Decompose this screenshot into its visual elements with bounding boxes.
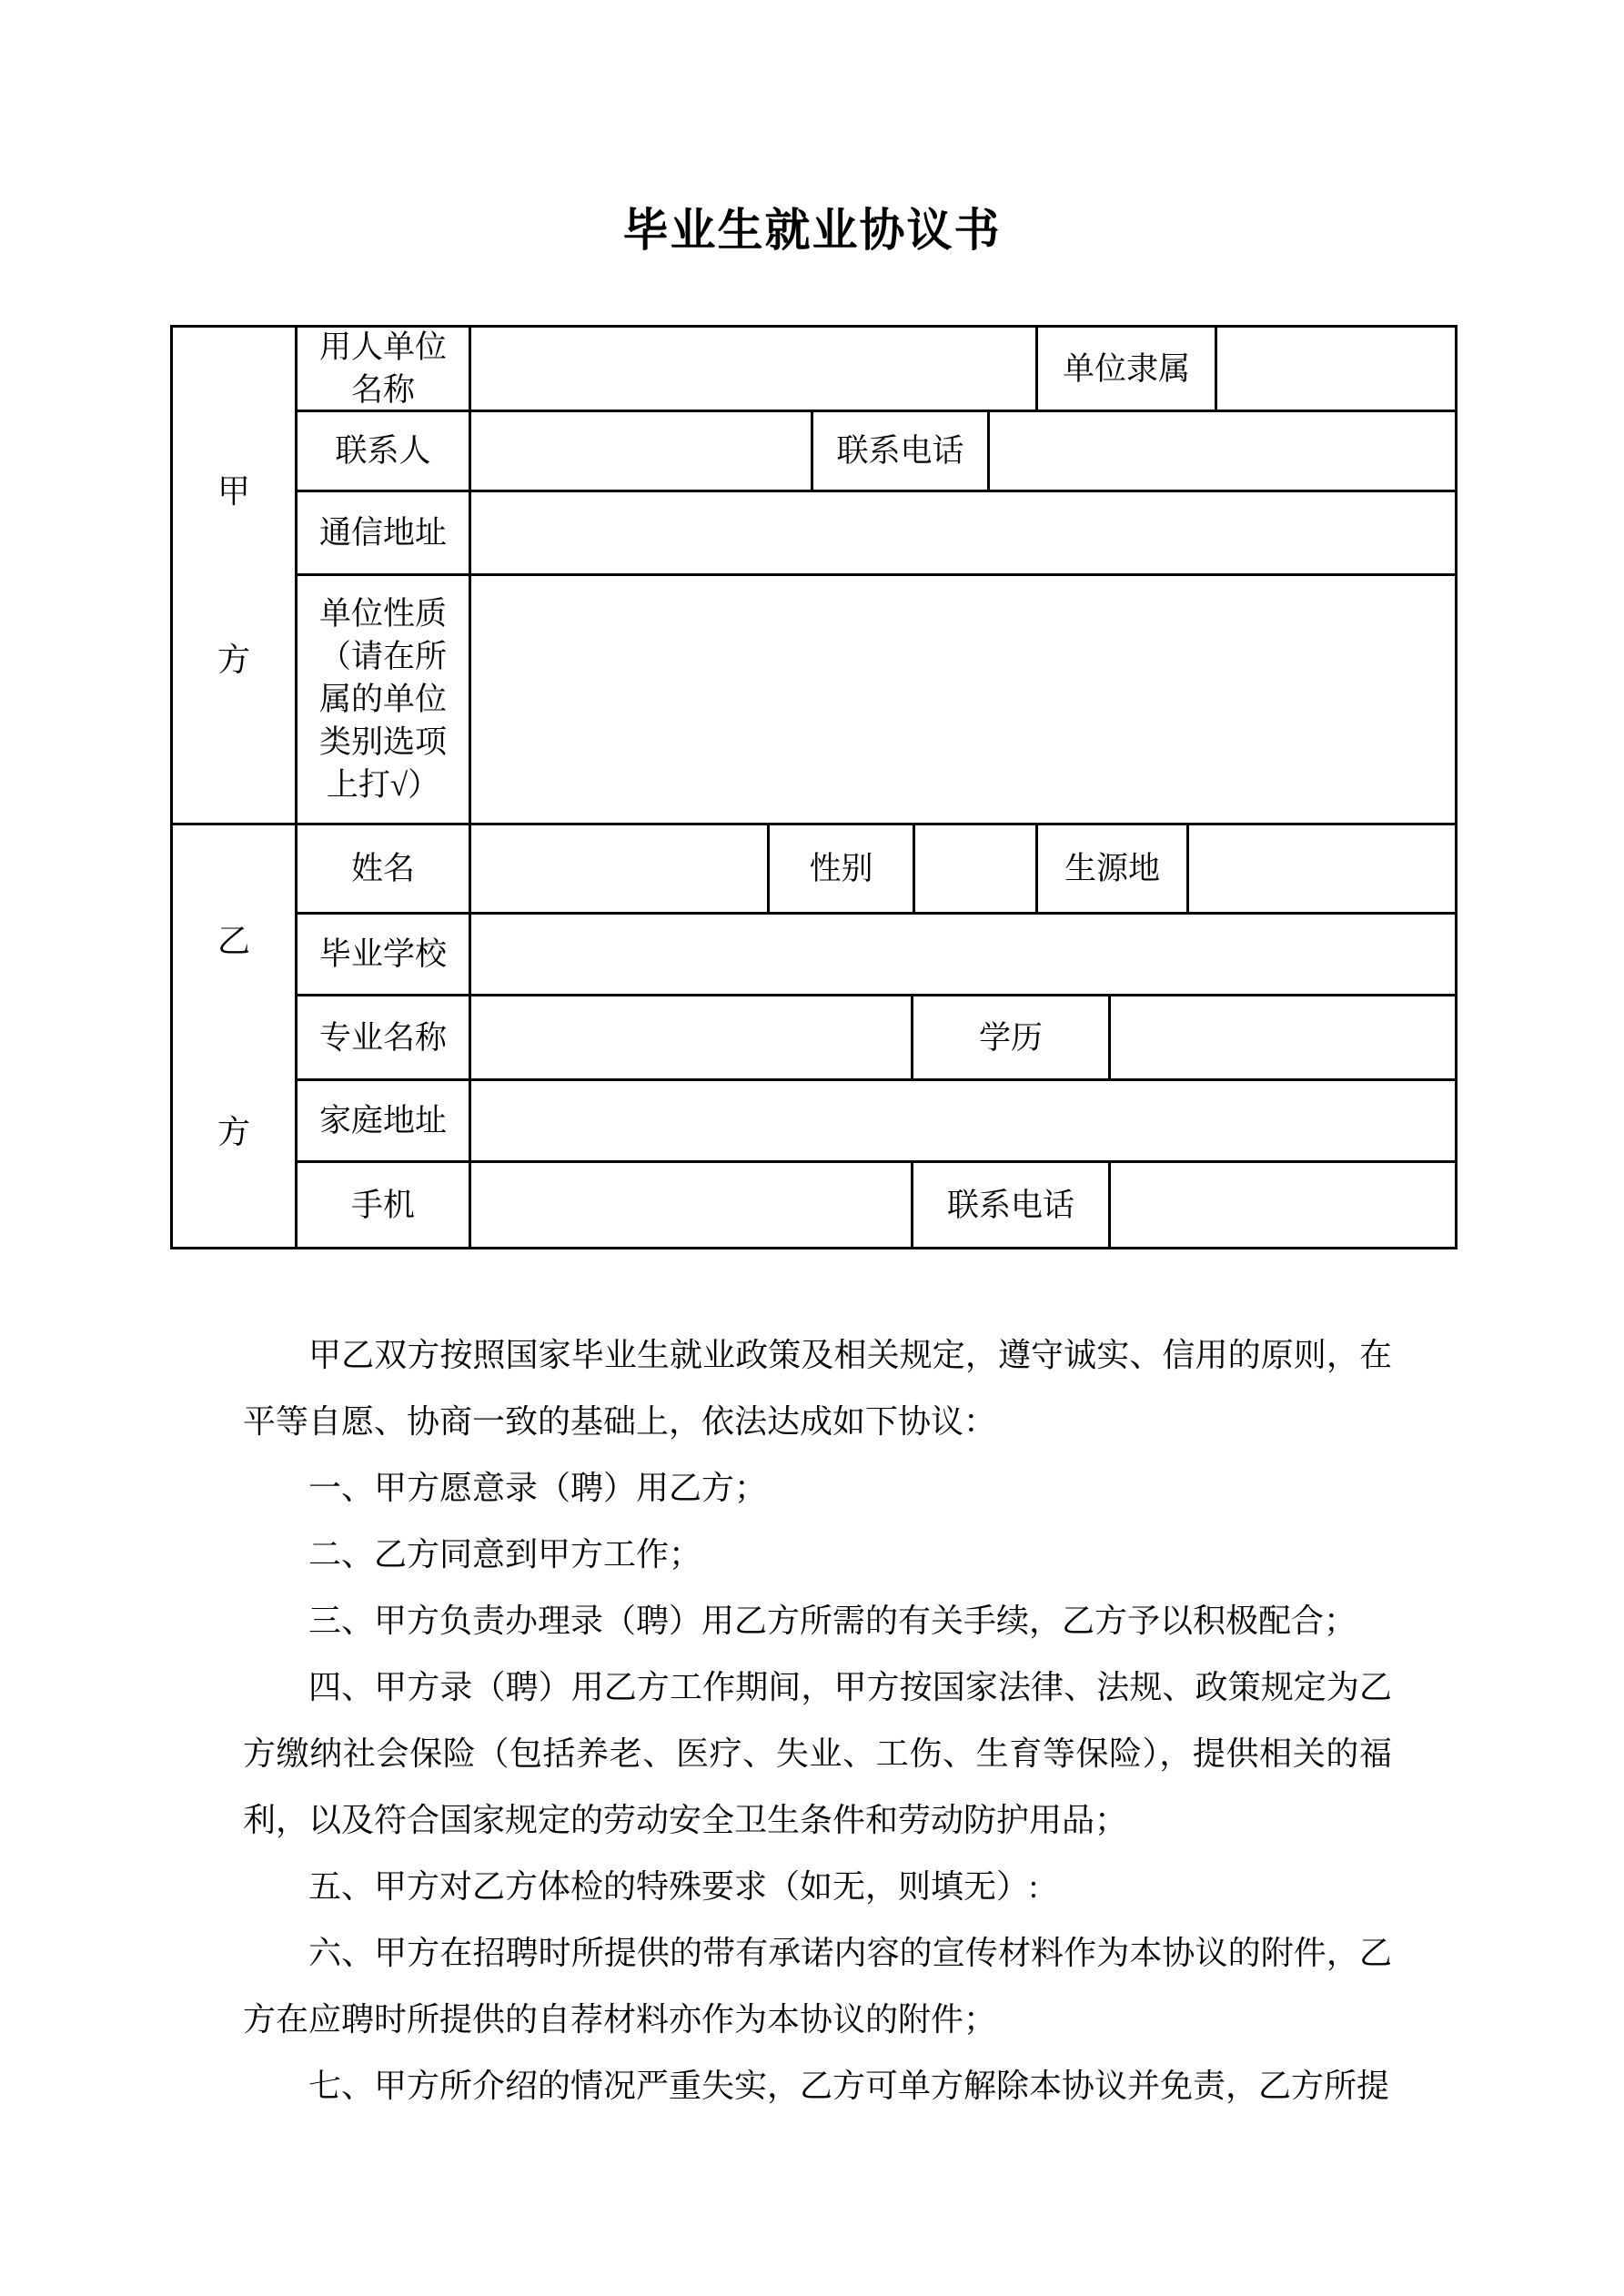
- gender-value-cell: [913, 825, 1035, 912]
- unit-type-value-cell: [469, 576, 1455, 823]
- table-row-unit-type: [298, 573, 1455, 823]
- agreement-body: [243, 1322, 1392, 2119]
- graduation-school-value-cell: [469, 915, 1455, 994]
- table-row-major-degree: [298, 994, 1455, 1078]
- party-a-side-label: [173, 328, 298, 823]
- party-b-phone-label: 联系电话: [911, 1163, 1108, 1247]
- clause-3: 三、甲方负责办理录（聘）用乙方所需的有关手续，乙方予以积极配合；: [308, 1603, 1357, 1639]
- unit-affiliation-label: 单位隶属: [1035, 328, 1215, 410]
- party-a-section: [173, 328, 1455, 823]
- table-row-contact-person: [298, 410, 1455, 490]
- party-b-rows: [298, 825, 1455, 1247]
- party-a-rows: [298, 328, 1455, 823]
- party-b-char-1: 乙: [217, 922, 250, 959]
- party-b-char-2: 方: [217, 1113, 250, 1150]
- clause-4: 四、甲方录（聘）用乙方工作期间，甲方按国家法律、法规、政策规定为乙方缴纳社会保险（包括养老、医疗、失业、工伤、生育等保险），提供相关的福利，以及符合国家规定的劳动安全卫生条件和劳动防护用品；: [243, 1669, 1392, 1838]
- mailing-address-value-cell: [469, 492, 1455, 573]
- party-a-phone-label: 联系电话: [811, 412, 987, 490]
- clause-1: 一、甲方愿意录（聘）用乙方；: [308, 1470, 768, 1506]
- unit-affiliation-value-cell: [1215, 328, 1455, 410]
- table-row-home-address: [298, 1078, 1455, 1160]
- party-a-char-2: 方: [217, 641, 250, 678]
- clause-6: 六、甲方在招聘时所提供的带有承诺内容的宣传材料作为本协议的附件，乙方在应聘时所提供的自荐材料亦作为本协议的附件；: [243, 1935, 1392, 2038]
- party-b-side-label: [173, 825, 298, 1247]
- unit-type-label: 单位性质 （请在所 属的单位 类别选项 上打√）: [318, 596, 447, 803]
- table-row-name-gender-origin: [298, 825, 1455, 912]
- major-value-cell: [469, 996, 911, 1078]
- degree-value-cell: [1108, 996, 1455, 1078]
- contact-person-value-cell: [469, 412, 811, 490]
- origin-place-label: 生源地: [1035, 825, 1186, 912]
- home-address-value-cell: [469, 1081, 1455, 1160]
- table-row-mobile-phone: [298, 1160, 1455, 1247]
- table-row-school: [298, 912, 1455, 994]
- party-a-char-1: 甲: [217, 472, 250, 510]
- mobile-label: 手机: [350, 1187, 415, 1223]
- employer-name-label: 用人单位 名称: [318, 329, 447, 408]
- clause-5: 五、甲方对乙方体检的特殊要求（如无，则填无）:: [308, 1868, 1039, 1905]
- party-b-phone-value-cell: [1108, 1163, 1455, 1247]
- student-name-label: 姓名: [350, 851, 415, 886]
- clause-7: 七、甲方所介绍的情况严重失实，乙方可单方解除本协议并免责，乙方所提: [308, 2068, 1390, 2104]
- clause-2: 二、乙方同意到甲方工作；: [308, 1536, 702, 1573]
- table-row-employer-name: [298, 328, 1455, 410]
- student-name-value-cell: [469, 825, 767, 912]
- contact-person-label: 联系人: [335, 433, 431, 469]
- origin-place-value-cell: [1186, 825, 1455, 912]
- document-title: 毕业生就业协议书: [622, 205, 1002, 256]
- graduation-school-label: 毕业学校: [318, 936, 447, 972]
- employer-name-value-cell: [469, 328, 1035, 410]
- home-address-label: 家庭地址: [318, 1103, 447, 1138]
- party-b-section: [173, 823, 1455, 1247]
- major-label: 专业名称: [318, 1019, 447, 1056]
- mailing-address-label: 通信地址: [318, 515, 447, 551]
- preamble-paragraph: 甲乙双方按照国家毕业生就业政策及相关规定，遵守诚实、信用的原则，在平等自愿、协商一致的基础上，依法达成如下协议：: [243, 1337, 1392, 1440]
- degree-label: 学历: [911, 996, 1108, 1078]
- party-a-phone-value-cell: [987, 412, 1455, 490]
- parties-info-table: [170, 325, 1458, 1249]
- mobile-value-cell: [469, 1163, 911, 1247]
- table-row-mailing-address: [298, 490, 1455, 573]
- gender-label: 性别: [767, 825, 913, 912]
